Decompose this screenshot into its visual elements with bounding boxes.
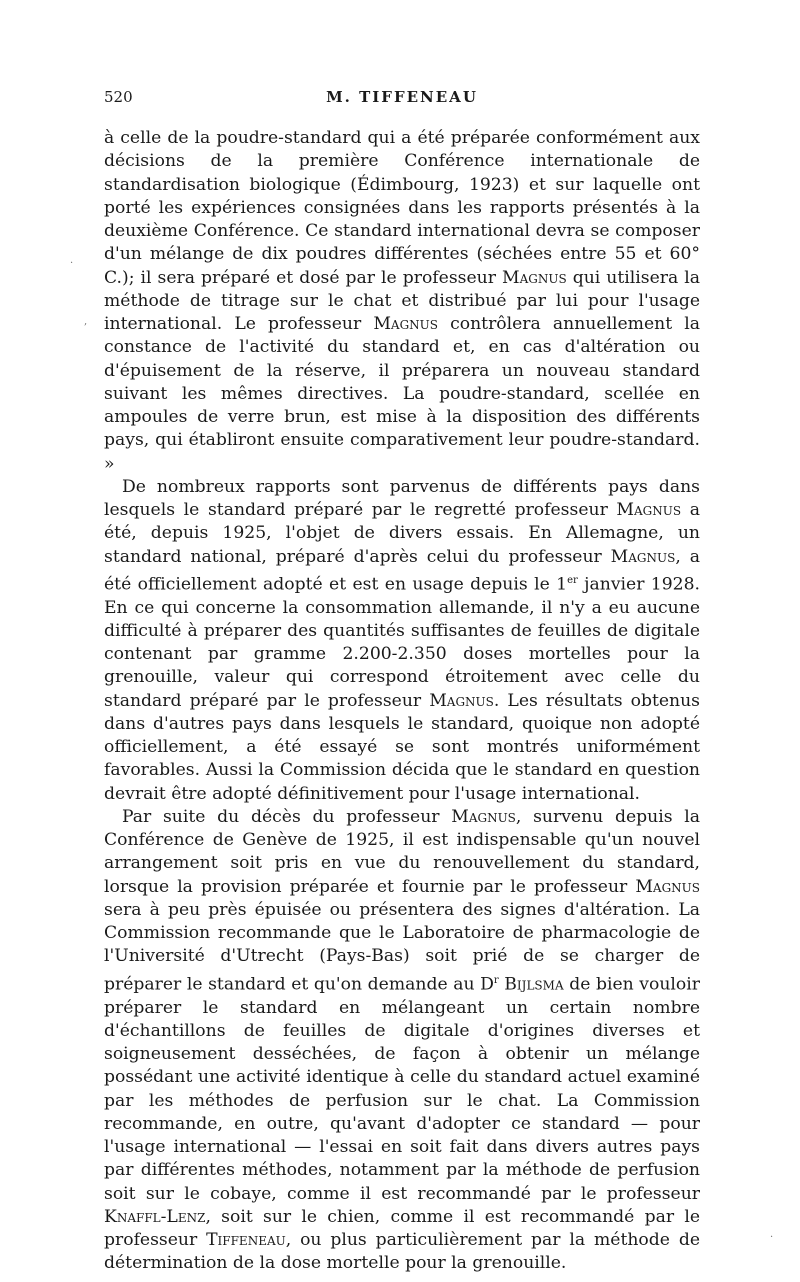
- text-run: D: [480, 974, 494, 995]
- superscript: r: [493, 974, 499, 986]
- running-title: M. TIFFENEAU: [326, 88, 478, 106]
- page-header: [104, 88, 700, 112]
- paragraph-continuation: [104, 127, 700, 476]
- text-run: , a été officiellement adopté et est en usage depuis le: [104, 546, 700, 595]
- person-name: Knaffl-Lenz: [104, 1206, 206, 1227]
- person-name: Tiffeneau: [206, 1230, 286, 1251]
- person-name: Bijlsma: [504, 974, 564, 995]
- text-run: de bien vouloir préparer le standard en mélangeant un certain nombre d'échantillons de feuilles de digitale d'origines diverses et soigneusement desséchées, de façon à obtenir un mélange possédant une activité identique à celle du standard actuel examiné par les méthodes de perfusion sur le chat. La Commission recommande, en outre, qu'avant d'adopter ce standard — pour l'usage international — l'essai en soit fait dans divers autres pays par différentes méthodes, notamment par la méthode de perfusion soit sur le cobaye, comme il est recommandé par le professeur: [104, 974, 700, 1204]
- text-run: 1: [556, 574, 568, 595]
- margin-speck: ·: [70, 258, 74, 269]
- text-run: sera à peu près épuisée ou présentera des signes d'altération. La Commission recommande que le Laboratoire de pharmacologie de l'Université d'Utrecht (Pays-Bas) soit prié de se charger de préparer le standard et qu'on demande au: [104, 899, 700, 995]
- text-run: contrôlera annuellement la constance de l'activité du standard et, en cas d'altération ou d'épuisement de la réserve, il préparera un nouveau standard suivant les mêmes directives. La poudre-standard, scellée en ampoules de verre brun, est mise à la disposition des différents pays, qui établiront ensuite comparativement leur poudre-standard. »: [104, 314, 700, 474]
- body-text: [104, 127, 700, 1276]
- margin-speck: ,: [84, 316, 88, 327]
- person-name: Magnus: [501, 267, 567, 288]
- margin-speck: ·: [770, 1232, 774, 1243]
- person-name: Magnus: [429, 690, 494, 711]
- superscript: er: [567, 574, 578, 586]
- person-name: Magnus: [616, 500, 682, 520]
- person-name: Magnus: [451, 806, 516, 827]
- text-run: , ou plus particulièrement par la méthode de détermination de la dose mortelle pour la grenouille.: [104, 1230, 700, 1274]
- text-run: De nombreux rapports sont parvenus de différents pays dans lesquels le standard préparé par le regretté professeur: [104, 476, 700, 520]
- person-name: Magnus: [635, 876, 700, 897]
- paragraph-reports: [104, 476, 700, 806]
- text-run: , soit sur le chien, comme il est recommandé par le professeur: [104, 1206, 700, 1251]
- page-number: 520: [104, 88, 133, 106]
- text-run: . Les résultats obtenus dans d'autres pays dans lesquels le standard, quoique non adopté officiellement, a été essayé se sont montrés uniformément favorables. Aussi la Commission décida que le standard en question devrait être adopté définitivement pour l'usage international.: [104, 690, 700, 804]
- text-run: à celle de la poudre-standard qui a été préparée conformément aux décisions de la première Conférence internationale de standardisation biologique (Édimbourg, 1923) et sur laquelle ont porté les expériences consignées dans les rapports présentés à la deuxième Conférence. Ce standard international devra se composer d'un mélange de dix poudres différentes (séchées entre 55 et 60° C.); il sera préparé et dosé par le professeur: [104, 128, 700, 288]
- text-run: a été, depuis 1925, l'objet de divers essais. En Allemagne, un standard national, préparé d'après celui du professeur: [104, 500, 700, 567]
- person-name: Magnus: [373, 314, 439, 334]
- text-run: qui utilisera la méthode de titrage sur le chat et distribué par lui pour l'usage international. Le professeur: [104, 267, 700, 334]
- paragraph-decision: [104, 806, 700, 1276]
- text-run: , survenu depuis la Conférence de Genève de 1925, il est indispensable qu'un nouvel arrangement soit pris en vue du renouvellement du standard, lorsque la provision préparée et fournie par le professeur: [104, 806, 700, 897]
- person-name: Magnus: [610, 546, 676, 567]
- text-run: janvier 1928. En ce qui concerne la consommation allemande, il n'y a eu aucune difficulté à préparer des quantités suffisantes de feuilles de digitale contenant par gramme 2.200-2.350 doses mortelles pour la grenouille, valeur qui correspond étroitement avec celle du standard préparé par le professeur: [104, 574, 700, 711]
- text-run: Par suite du décès du professeur: [122, 806, 452, 827]
